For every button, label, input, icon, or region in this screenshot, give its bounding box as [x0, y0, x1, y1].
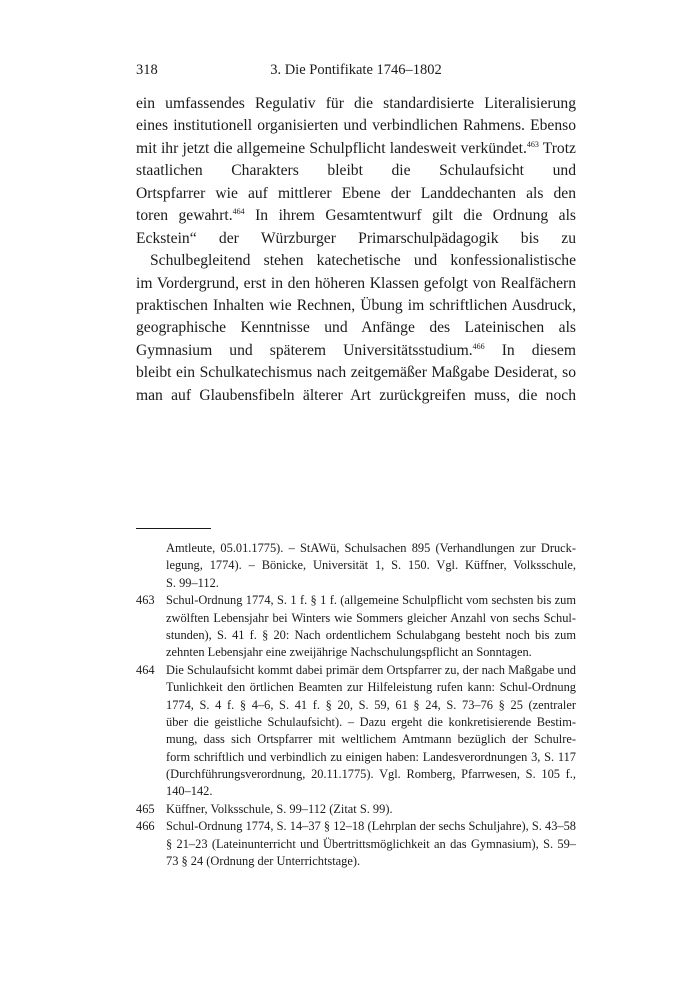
- main-text: [136, 93, 576, 407]
- footnote-line: 140–142.: [166, 784, 213, 799]
- body-line: [136, 205, 576, 227]
- running-head: 3. Die Pontifikate 1746–1802: [270, 62, 442, 78]
- footnote-separator: [136, 528, 211, 529]
- body-line: [136, 340, 576, 362]
- body-line: [136, 385, 576, 407]
- footnote-line: Amtleute, 05.01.1775). – StAWü, Schulsachen 895 (Verhandlungen zur Druck-: [166, 541, 576, 555]
- footnote-number: 466: [136, 819, 155, 834]
- body-line-text: Gymnasium und späterem Universitätsstudium.: [136, 341, 473, 359]
- body-line-text: Eckstein“ der Würzburger Primarschulpädagogik bis zu: [136, 229, 576, 247]
- body-line-text: eines institutionell organisierten und verbindlichen Rahmens. Ebenso: [136, 117, 576, 135]
- footnote-line: Schul-Ordnung 1774, S. 14–37 § 12–18 (Lehrplan der sechs Schuljahre), S. 43–58: [166, 819, 576, 834]
- footnote-line: S. 99–112.: [166, 575, 219, 590]
- body-line-text: im Vordergrund, erst in den höheren Klassen gefolgt von Realfächern: [136, 274, 576, 292]
- footnote-line: 1774, S. 4 f. § 4–6, S. 41 f. § 20, S. 59, 61 § 24, S. 73–76 § 25 (zentraler: [166, 697, 576, 712]
- body-line: [136, 160, 576, 182]
- body-line: [136, 317, 576, 339]
- body-line-text: geographische Kenntnisse und Anfänge des Lateinischen als: [136, 319, 576, 337]
- footnote-number: 464: [136, 662, 155, 677]
- body-line: [136, 273, 576, 295]
- footnote-line: 73 § 24 (Ordnung der Unterrichtstage).: [166, 854, 361, 869]
- body-line-text: man auf Glaubensfibeln älterer Art zurückgreifen muss, die noch: [136, 386, 576, 404]
- footnote-line: form schriftlich und verbindlich zu einigen haben: Landesverordnungen 3, S. 117: [166, 749, 576, 764]
- footnote-marker[interactable]: 466: [472, 341, 485, 351]
- footnote: [136, 801, 576, 818]
- footnote: [136, 662, 576, 801]
- body-line-text: In ihrem Gesamtentwurf gilt die Ordnung als: [255, 207, 576, 225]
- footnote: [136, 818, 576, 870]
- body-line: [136, 115, 576, 137]
- footnote-line: zwölften Lebensjahr bei Winters wie Sommers gleicher Anzahl von sechs Schul-: [166, 610, 576, 625]
- body-line: [136, 138, 576, 160]
- footnote-line: Küffner, Volksschule, S. 99–112 (Zitat S. 99).: [166, 801, 393, 816]
- footnote-line: Schul-Ordnung 1774, S. 1 f. § 1 f. (allgemeine Schulpflicht vom sechsten bis zum: [166, 593, 576, 608]
- footnote-line: stunden), S. 41 f. § 20: Nach ordentlichem Schulabgang besteht noch bis zum: [166, 627, 576, 642]
- footnote-line: zehnten Lebensjahr eine zweijährige Nachschulungspflicht an Sonntagen.: [166, 645, 532, 660]
- body-line-text: bleibt ein Schulkatechismus nach zeitgemäßer Maßgabe Desiderat, so: [136, 364, 576, 382]
- footnote-line: über die geistliche Schulaufsicht). – Dazu ergeht die konkretisierende Bestim-: [166, 714, 576, 729]
- body-line-text: praktischen Inhalten wie Rechnen, Übung im schriftlichen Ausdruck,: [136, 296, 576, 314]
- footnote-number: 463: [136, 593, 155, 608]
- body-line-text: Ortspfarrer wie auf mittlerer Ebene der Landdechanten als den: [136, 184, 576, 202]
- body-line: [136, 183, 576, 205]
- body-line: [136, 295, 576, 317]
- footnote-line: § 21–23 (Lateinunterricht und Übertrittsmöglichkeit an das Gymnasium), S. 59–: [166, 836, 576, 851]
- body-line-text: In diesem: [501, 341, 576, 359]
- page-header: [136, 62, 576, 82]
- body-line-text: Trotz: [542, 139, 576, 157]
- body-line-text: Schulbegleitend stehen katechetische und konfessionalistische: [150, 252, 576, 270]
- footnote-marker[interactable]: 464: [232, 207, 245, 217]
- body-line-text: ein umfassendes Regulativ für die standardisierte Literalisierung: [136, 95, 576, 112]
- body-line-text: mit ihr jetzt die allgemeine Schulpflicht landesweit verkündet.: [136, 139, 527, 157]
- body-line: [136, 250, 576, 272]
- footnote-line: Tunlichkeit den örtlichen Beamten zur Hilfeleistung rufen kann: Schul-Ordnung: [166, 680, 576, 695]
- footnote-line: legung, 1774). – Bönicke, Universität 1, S. 150. Vgl. Küffner, Volksschule,: [166, 558, 576, 573]
- body-line: [136, 362, 576, 384]
- footnote-line: (Durchführungsverordnung, 20.11.1775). Vgl. Romberg, Pfarrwesen, S. 105 f.,: [166, 767, 576, 782]
- footnote: [136, 540, 576, 592]
- body-line: [136, 93, 576, 115]
- page-number: 318: [136, 62, 158, 78]
- footnote-line: Die Schulaufsicht kommt dabei primär dem Ortspfarrer zu, der nach Maßgabe und: [166, 662, 576, 677]
- body-line: [136, 228, 576, 250]
- footnotes: [136, 540, 576, 870]
- footnote-line: mung, dass sich Ortspfarrer mit weltlichem Amtmann bezüglich der Schulre-: [166, 732, 576, 747]
- footnote: [136, 592, 576, 662]
- footnote-marker[interactable]: 463: [526, 139, 539, 149]
- body-line-text: staatlichen Charakters bleibt die Schulaufsicht und: [136, 162, 576, 180]
- footnote-number: 465: [136, 801, 155, 816]
- body-line-text: toren gewahrt.: [136, 207, 233, 225]
